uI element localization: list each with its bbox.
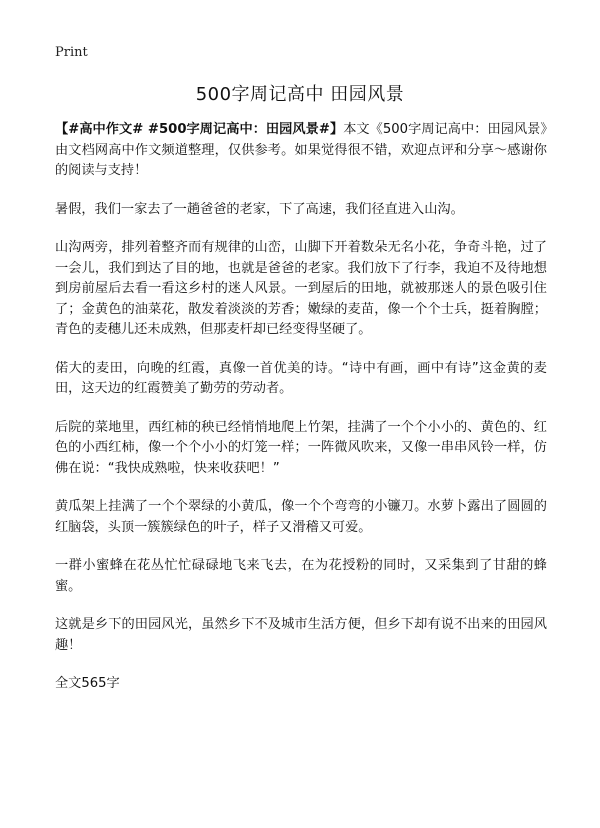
paragraph-3: 偌大的麦田，向晚的红霞，真像一首优美的诗。“诗中有画，画中有诗”这金黄的麦田，这天边的红霞赞美了勤劳的劳动者。 bbox=[55, 360, 547, 396]
intro-text: 本文《500字周记高中：田园风景》由文档网高中作文频道整理，仅供参考。如果觉得很不错，欢迎点评和分享～感谢你的阅读与支持！ bbox=[55, 122, 547, 178]
paragraph-6: 一群小蜜蜂在花丛忙忙碌碌地飞来飞去，在为花授粉的同时，又采集到了甘甜的蜂蜜。 bbox=[55, 558, 547, 594]
paragraph-2: 山沟两旁，排列着整齐而有规律的山峦，山脚下开着数朵无名小花，争奇斗艳，过了一会儿，我们到达了目的地，也就是爸爸的老家。我们放下了行李，我迫不及待地想到房前屋后去看一看这乡村的迷人风景。一到屋后的田地，就被那迷人的景色吸引住了；金黄色的油菜花，散发着淡淡的芳香；嫩绿的麦苗，像一个个士兵，挺着胸膛；青色的麦穗儿还未成熟，但那麦杆却已经变得坚硬了。 bbox=[55, 240, 547, 337]
page-title: 500字周记高中 田园风景 bbox=[195, 84, 405, 105]
paragraph-7: 这就是乡下的田园风光，虽然乡下不及城市生活方便，但乡下却有说不出来的田园风趣！ bbox=[55, 617, 547, 653]
paragraph-5: 黄瓜架上挂满了一个个翠绿的小黄瓜，像一个个弯弯的小镰刀。水萝卜露出了圆圆的红脑袋，头顶一簇簇绿色的叶子，样子又滑稽又可爱。 bbox=[55, 499, 547, 535]
word-count: 全文565字 bbox=[55, 676, 120, 691]
intro-tag: 【#高中作文# #500字周记高中：田园风景#】 bbox=[55, 122, 344, 137]
paragraph-1: 暑假，我们一家去了一趟爸爸的老家，下了高速，我们径直进入山沟。 bbox=[55, 201, 464, 217]
paragraph-4: 后院的菜地里，西红柿的秧已经悄悄地爬上竹架，挂满了一个个小小的、黄色的、红色的小西红柿，像一个个小小的灯笼一样；一阵微风吹来，又像一串串风铃一样，仿佛在说：“我快成熟啦，快来收获吧！” bbox=[55, 419, 547, 476]
print-link[interactable]: Print bbox=[55, 45, 88, 60]
article-body bbox=[55, 120, 547, 713]
intro-paragraph bbox=[55, 120, 547, 182]
